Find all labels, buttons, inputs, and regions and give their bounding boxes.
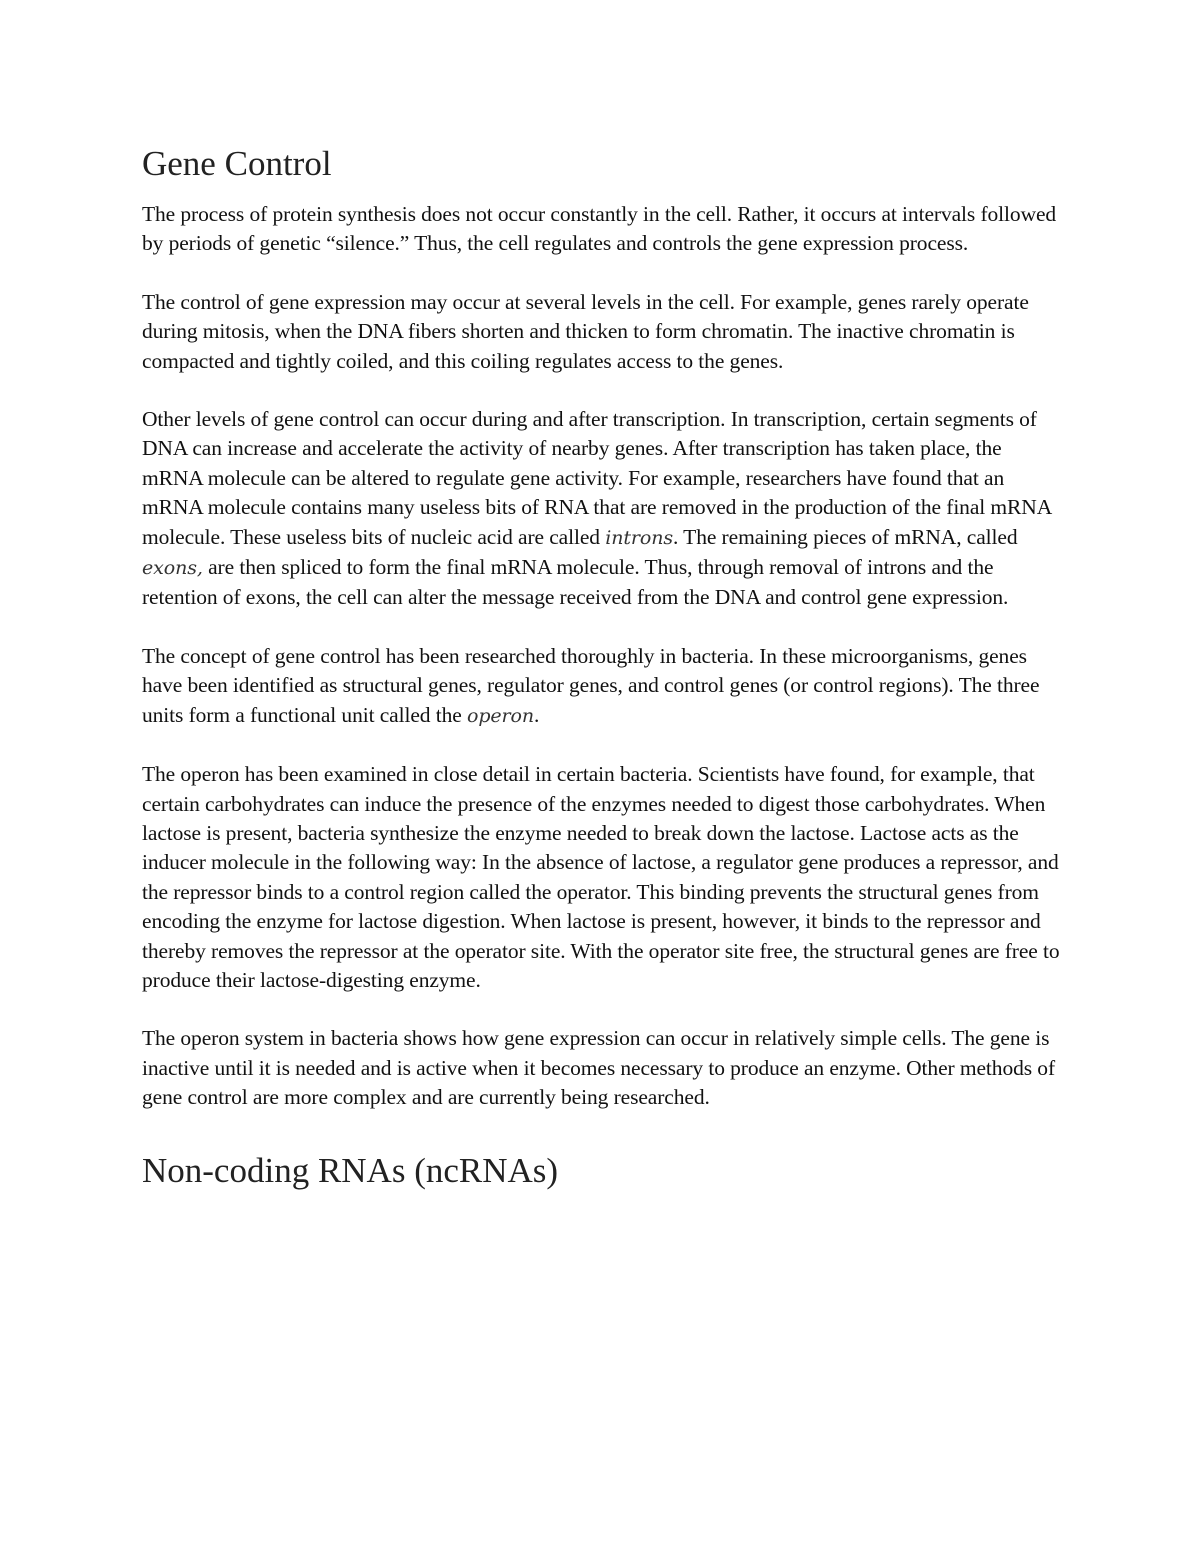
paragraph-text: are then spliced to form the final mRNA molecule. Thus, through removal of introns and the retention of exons, the cell can alter the message received from the DNA and control gene expression. xyxy=(142,555,1009,610)
paragraph-protein-synthesis: The process of protein synthesis does not occur constantly in the cell. Rather, it occurs at intervals followed by periods of genetic “silence.” Thus, the cell regulates and controls the gene expression process. xyxy=(142,202,1057,256)
paragraph-bacteria xyxy=(142,642,1067,731)
term-introns: introns xyxy=(605,526,673,549)
paragraph-operon-lactose: The operon has been examined in close detail in certain bacteria. Scientists have found, for example, that certain carbohydrates can induce the presence of the enzymes needed to digest those carbohydrates. When lactose is present, bacteria synthesize the enzyme needed to break down the lactose. Lactose acts as the inducer molecule in the following way: In the absence of lactose, a regulator gene produces a repressor, and the repressor binds to a control region called the operator. This binding prevents the structural genes from encoding the enzyme for lactose digestion. When lactose is present, however, it binds to the repressor and thereby removes the repressor at the operator site. With the operator site free, the structural genes are free to produce their lactose-digesting enzyme. xyxy=(142,762,1060,992)
paragraph-text: The concept of gene control has been researched thoroughly in bacteria. In these microorganisms, genes have been identified as structural genes, regulator genes, and control genes (or control regions). The three units form a functional unit called the xyxy=(142,643,1040,727)
document-body xyxy=(142,142,1067,1193)
section-heading-gene-control: Gene Control xyxy=(142,144,332,183)
term-operon: operon xyxy=(466,704,534,727)
paragraph-text: Other levels of gene control can occur during and after transcription. In transcription, certain segments of DNA can increase and accelerate the activity of nearby genes. After transcription has taken place, the mRNA molecule can be altered to regulate gene activity. For example, researchers have found that an mRNA molecule contains many useless bits of RNA that are removed in the production of the final mRNA molecule. These useless bits of nucleic acid are called xyxy=(142,407,1051,549)
term-exons: exons, xyxy=(142,557,203,580)
section-heading-ncrnas: Non-coding RNAs (ncRNAs) xyxy=(142,1150,559,1190)
paragraph-control-levels: The control of gene expression may occur at several levels in the cell. For example, genes rarely operate during mitosis, when the DNA fibers shorten and thicken to form chromatin. The inactive chromatin is compacted and tightly coiled, and this coiling regulates access to the genes. xyxy=(142,289,1029,373)
paragraph-text: . xyxy=(534,702,540,727)
paragraph-transcription xyxy=(142,405,1067,613)
paragraph-text: . The remaining pieces of mRNA, called xyxy=(673,524,1018,549)
paragraph-operon-system: The operon system in bacteria shows how gene expression can occur in relatively simple cells. The gene is inactive until it is needed and is active when it becomes necessary to produce an enzyme. Other methods of gene control are more complex and are currently being researched. xyxy=(142,1026,1055,1110)
